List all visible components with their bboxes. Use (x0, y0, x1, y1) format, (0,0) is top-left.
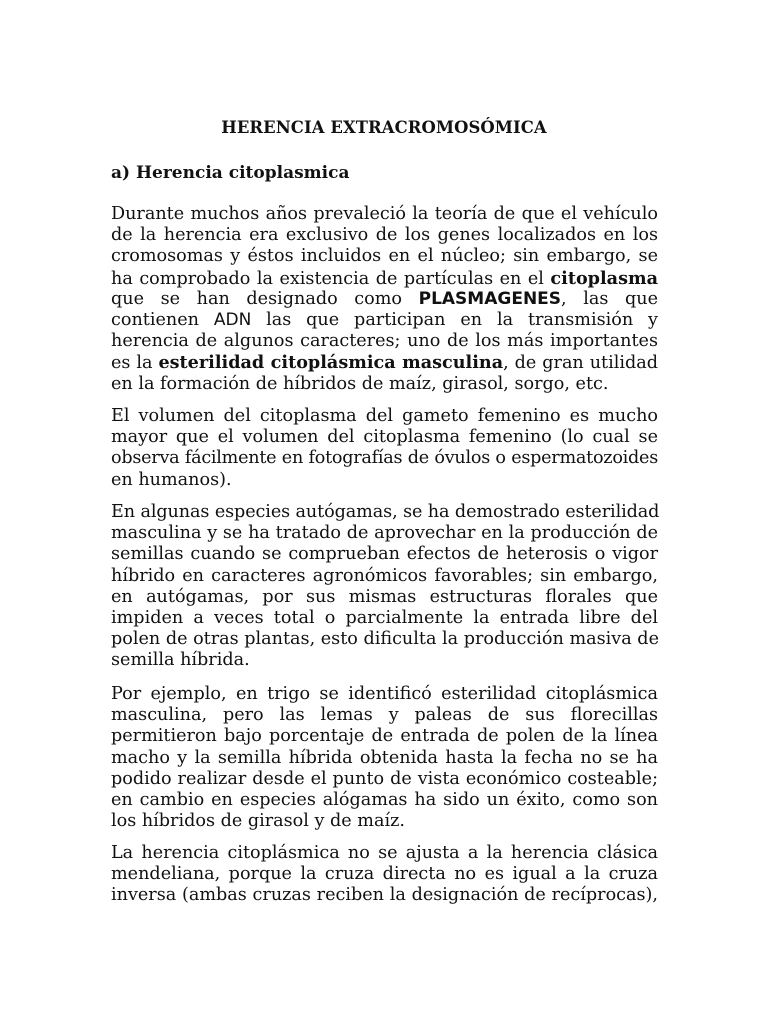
line-text: , las que (561, 288, 658, 309)
paragraph-line: Por ejemplo, en trigo se identificó esterilidad citoplásmica (111, 684, 658, 704)
line-text: es la (111, 353, 159, 374)
paragraph-line (111, 289, 658, 310)
paragraph-line: semillas cuando se comprueban efectos de heterosis o vigor (111, 544, 658, 565)
paragraph-line: masculina y se ha tratado de aprovechar en la producción de (111, 523, 658, 544)
paragraph-2 (111, 406, 658, 491)
paragraph-line: podido realizar desde el punto de vista económico costeable; (111, 768, 658, 789)
paragraph-line: mendeliana, porque la cruza directa no es igual a la cruza (111, 864, 658, 885)
paragraph-line (111, 352, 658, 373)
paragraph-line: los híbridos de girasol y de maíz. (111, 811, 405, 832)
line-text: ha comprobado la existencia de partículas en el (111, 268, 551, 289)
paragraph-line: polen de otras plantas, esto dificulta la producción masiva de (111, 629, 659, 650)
section-heading: a) Herencia citoplasmica (111, 163, 350, 183)
paragraph-line: mayor que el volumen del citoplasma femenino (lo cual se (111, 427, 658, 448)
paragraph-3 (111, 502, 658, 672)
paragraph-line: de la herencia era exclusivo de los genes localizados en los (111, 225, 658, 246)
bold-term-plasmagenes: PLASMAGENES (418, 288, 562, 309)
bold-term-esterilidad: esterilidad citoplásmica masculina (158, 352, 504, 374)
paragraph-line: en humanos). (111, 469, 232, 490)
paragraph-line: observa fácilmente en fotografías de óvulos o espermatozoides (111, 448, 658, 469)
paragraph-line: Durante muchos años prevaleció la teoría de que el vehículo (111, 204, 658, 224)
bold-term-citoplasma: citoplasma (550, 267, 658, 289)
paragraph-line (111, 268, 658, 289)
line-text: las que participan en la transmisión y (251, 309, 658, 330)
paragraph-1 (111, 204, 658, 395)
paragraph-line: permitieron bajo porcentaje de entrada de polen de la línea (111, 726, 658, 747)
paragraph-line: semilla híbrida. (111, 650, 250, 671)
paragraph-line: masculina, pero las lemas y paleas de sus florecillas (111, 705, 658, 726)
paragraph-line: El volumen del citoplasma del gameto femenino es mucho (111, 406, 658, 426)
paragraph-line: inversa (ambas cruzas reciben la designación de recíprocas), (111, 885, 658, 906)
document-title: HERENCIA EXTRACROMOSÓMICA (221, 118, 547, 137)
paragraph-line: La herencia citoplásmica no se ajusta a la herencia clásica (111, 843, 658, 863)
line-text: contienen (111, 309, 214, 330)
line-text: que se han designado como (111, 288, 419, 309)
paragraph-line: en cambio en especies alógamas ha sido un éxito, como son (111, 789, 658, 810)
paragraph-4 (111, 684, 658, 832)
paragraph-line: En algunas especies autógamas, se ha demostrado esterilidad (111, 502, 660, 522)
paragraph-line: impiden a veces total o parcialmente la entrada libre del (111, 607, 658, 628)
paragraph-line: en la formación de híbridos de maíz, girasol, sorgo, etc. (111, 373, 609, 394)
paragraph-5 (111, 843, 658, 907)
paragraph-line: híbrido en caracteres agronómicos favorables; sin embargo, (111, 565, 658, 586)
paragraph-line (111, 310, 658, 331)
paragraph-line: en autógamas, por sus mismas estructuras florales que (111, 586, 658, 607)
line-text: , de gran utilidad (503, 353, 659, 374)
paragraph-line: herencia de algunos caracteres; uno de los más importantes (111, 331, 658, 352)
term-adn: ADN (213, 309, 252, 330)
paragraph-line: macho y la semilla híbrida obtenida hasta la fecha no se ha (111, 747, 658, 768)
paragraph-line: cromosomas y éstos incluidos en el núcleo; sin embargo, se (111, 246, 658, 267)
